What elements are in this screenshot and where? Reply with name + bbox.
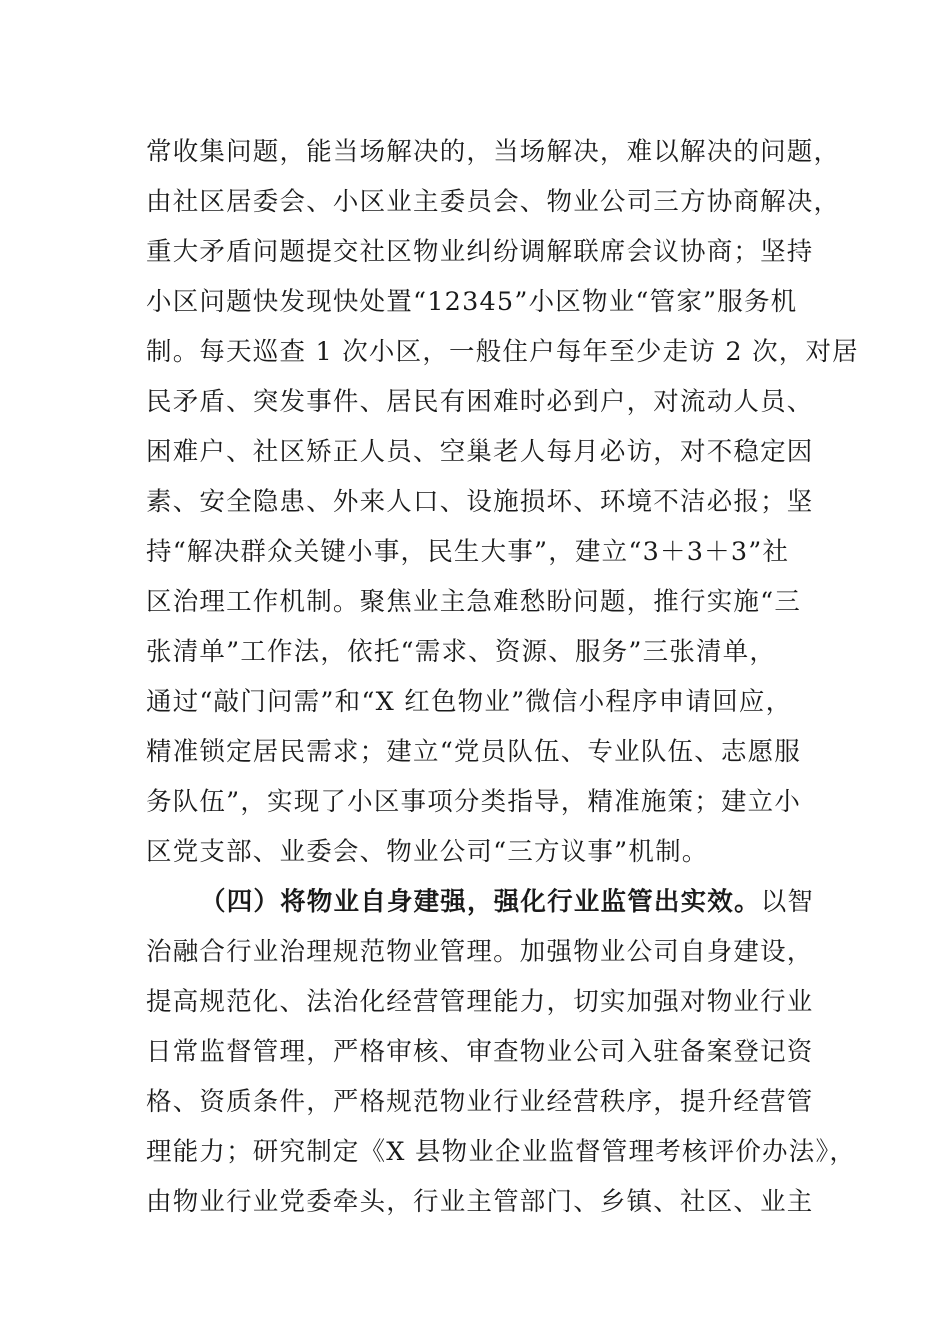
text-line: 理能力；研究制定《X 县物业企业监督管理考核评价办法》， <box>146 1137 857 1167</box>
text-line: 区党支部、业委会、物业公司“三方议事”机制。 <box>146 837 709 867</box>
text-line: 常收集问题，能当场解决的，当场解决，难以解决的问题， <box>146 137 841 167</box>
text-line: 提高规范化、法治化经营管理能力，切实加强对物业行业 <box>146 987 814 1017</box>
text-line: 区治理工作机制。聚焦业主急难愁盼问题，推行实施“三 <box>146 587 802 617</box>
text-line: 由社区居委会、小区业主委员会、物业公司三方协商解决， <box>146 187 841 217</box>
text-line: 民矛盾、突发事件、居民有困难时必到户，对流动人员、 <box>146 387 814 417</box>
text-line: 张清单”工作法，依托“需求、资源、服务”三张清单， <box>146 637 777 667</box>
text-line: 素、安全隐患、外来人口、设施损坏、环境不洁必报；坚 <box>146 487 814 517</box>
text-line: 重大矛盾问题提交社区物业纠纷调解联席会议协商；坚持 <box>146 237 814 267</box>
text-line: 小区问题快发现快处置“12345”小区物业“管家”服务机 <box>146 287 798 317</box>
section-heading-bold: （四）将物业自身建强，强化行业监管出实效。 <box>200 887 761 917</box>
text-line: 通过“敲门问需”和“X 红色物业”微信小程序申请回应， <box>146 687 793 717</box>
text-line: 制。每天巡查 1 次小区，一般住户每年至少走访 2 次，对居 <box>146 337 859 367</box>
text-line: 治融合行业治理规范物业管理。加强物业公司自身建设， <box>146 937 814 967</box>
text-line: 日常监督管理，严格审核、审查物业公司入驻备案登记资 <box>146 1037 814 1067</box>
text-line: 持“解决群众关键小事，民生大事”，建立“3＋3＋3”社 <box>146 537 790 567</box>
text-line: 由物业行业党委牵头，行业主管部门、乡镇、社区、业主 <box>146 1187 814 1217</box>
text-line: 格、资质条件，严格规范物业行业经营秩序，提升经营管 <box>146 1087 814 1117</box>
text-line: 务队伍”，实现了小区事项分类指导，精准施策；建立小 <box>146 787 802 817</box>
text-line: 精准锁定居民需求；建立“党员队伍、专业队伍、志愿服 <box>146 737 802 767</box>
text-line: 困难户、社区矫正人员、空巢老人每月必访，对不稳定因 <box>146 437 814 467</box>
section-heading <box>200 877 814 927</box>
section-heading-rest: 以智 <box>760 887 815 917</box>
